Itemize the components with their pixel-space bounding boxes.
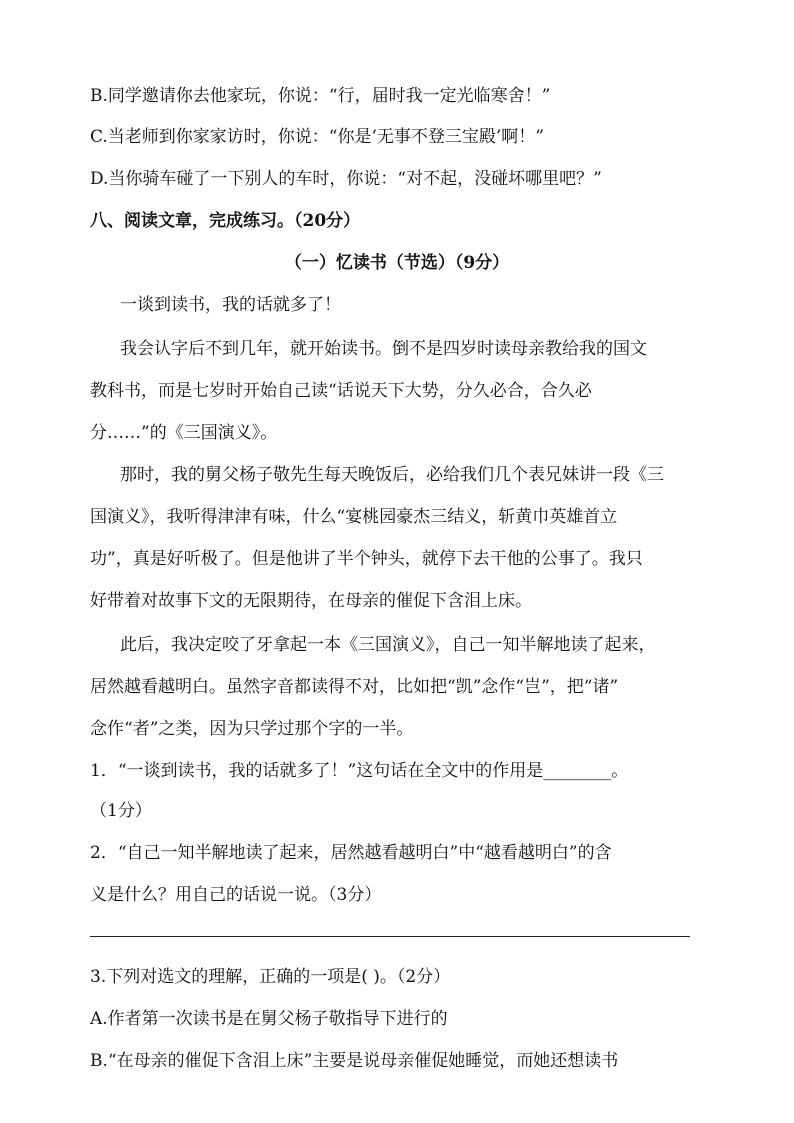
question-2-line-2: 义是什么？用自己的话说一说。（3分） [90, 885, 382, 905]
question-3: 3.下列对选文的理解，正确的一项是( )。（2分） [90, 967, 451, 987]
question-1-points: （1分） [90, 801, 152, 821]
question-2-line-1: 2．“自己一知半解地读了起来，居然越看越明白”中“越看越明白”的含 [90, 843, 612, 863]
passage-paragraph-4-line-3: 念作“者”之类，因为只学过那个字的一半。 [90, 719, 414, 739]
option-c: C.当老师到你家家访时，你说：“你是‘无事不登三宝殿’啊！” [90, 127, 544, 147]
question-1: 1．“一谈到读书，我的话就多了！”这句话在全文中的作用是________。 [90, 761, 629, 781]
passage-paragraph-3-line-3: 功”，真是好听极了。但是他讲了半个钟头，就停下去干他的公事了。我只 [90, 549, 643, 569]
passage-paragraph-1: 一谈到读书，我的话就多了！ [120, 295, 341, 315]
passage-paragraph-2-line-2: 教科书，而是七岁时开始自己读“话说天下大势，分久必合，合久必 [90, 381, 592, 401]
passage-paragraph-3-line-1: 那时，我的舅父杨子敬先生每天晚饭后，必给我们几个表兄妹讲一段《三 [120, 465, 664, 485]
passage-title: （一）忆读书（节选）（9分） [284, 253, 510, 273]
question-3-option-a: A.作者第一次读书是在舅父杨子敬指导下进行的 [90, 1009, 448, 1029]
section-heading: 八、阅读文章，完成练习。（20分） [90, 211, 361, 231]
passage-paragraph-3-line-2: 国演义》，我听得津津有味，什么“宴桃园豪杰三结义，斩黄巾英雄首立 [90, 507, 618, 527]
option-d: D.当你骑车碰了一下别人的车时，你说：“对不起，没碰坏哪里吧？” [90, 169, 602, 189]
passage-paragraph-2-line-3: 分……”的《三国演义》。 [90, 423, 278, 443]
answer-line[interactable] [90, 936, 690, 937]
passage-paragraph-2-line-1: 我会认字后不到几年，就开始读书。倒不是四岁时读母亲教给我的国文 [120, 339, 647, 359]
option-b: B.同学邀请你去他家玩，你说：“行，届时我一定光临寒舍！” [90, 86, 551, 106]
passage-paragraph-4-line-1: 此后，我决定咬了牙拿起一本《三国演义》，自己一知半解地读了起来， [120, 635, 656, 655]
passage-paragraph-4-line-2: 居然越看越明白。虽然字音都读得不对，比如把“凯”念作“岂”，把“诸” [90, 677, 619, 697]
passage-paragraph-3-line-4: 好带着对故事下文的无限期待，在母亲的催促下含泪上床。 [90, 591, 532, 611]
question-3-option-b: B.“在母亲的催促下含泪上床”主要是说母亲催促她睡觉，而她还想读书 [90, 1051, 619, 1071]
